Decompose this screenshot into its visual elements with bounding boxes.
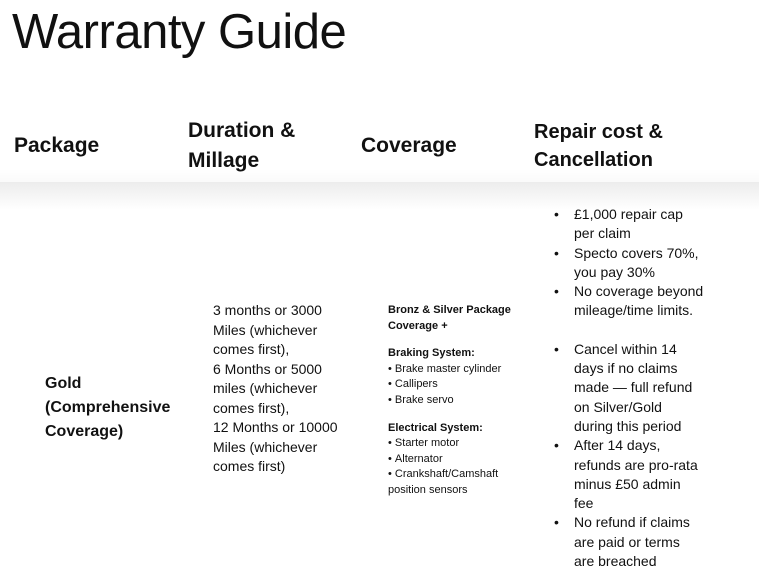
duration-cell — [213, 301, 363, 477]
coverage-cell — [388, 303, 538, 499]
electrical-title: Electrical System: — [388, 421, 483, 434]
list-item: • Starter motor — [388, 436, 538, 452]
list-item-line: are breached — [574, 553, 657, 570]
column-header-duration-line: Millage — [188, 149, 260, 172]
list-item-line: • £1,000 repair cap — [574, 206, 683, 222]
electrical-list — [388, 436, 538, 483]
duration-line: 3 months or 3000 — [213, 302, 322, 318]
braking-list — [388, 362, 538, 409]
package-line: (Comprehensive — [45, 399, 171, 416]
column-header-coverage: Coverage — [361, 134, 457, 157]
package-line: Gold — [45, 375, 82, 392]
list-item-line: • Specto covers 70%, — [574, 244, 699, 261]
package-cell — [45, 372, 195, 444]
column-header-duration — [188, 116, 348, 176]
column-header-duration-line: Duration & — [188, 119, 296, 142]
list-item-line: refunds are pro-rata — [574, 456, 698, 473]
list-item — [554, 513, 759, 571]
duration-line: comes first), — [213, 341, 290, 357]
list-item-line: made — full refund — [574, 379, 693, 396]
list-item: • Callipers — [388, 377, 538, 393]
column-header-repair-line: Repair cost & — [534, 121, 663, 143]
duration-line: miles (whichever — [213, 380, 318, 396]
list-item — [554, 205, 759, 244]
list-item-line: mileage/time limits. — [574, 302, 694, 319]
list-item-line: you pay 30% — [574, 263, 655, 280]
list-item: • Alternator — [388, 452, 538, 468]
list-item — [554, 244, 759, 283]
list-item-line: • Cancel within 14 — [574, 340, 677, 357]
list-item-line: on Silver/Gold — [574, 398, 662, 415]
duration-line: Miles (whichever — [213, 438, 318, 455]
list-item — [554, 340, 759, 436]
coverage-intro: Coverage + — [388, 319, 448, 332]
coverage-intro: Bronz & Silver Package — [388, 304, 511, 316]
list-item-line: are paid or terms — [574, 533, 680, 550]
column-header-repair — [534, 118, 734, 174]
duration-line: Miles (whichever — [213, 321, 318, 338]
column-header-repair-line: Cancellation — [534, 149, 653, 171]
list-item: • Crankshaft/Camshaft — [388, 467, 538, 483]
duration-line: 12 Months or 10000 — [213, 419, 338, 435]
braking-title: Braking System: — [388, 347, 475, 360]
list-item-line: minus £50 admin — [574, 475, 681, 492]
repair-list-1 — [554, 205, 759, 321]
list-item: • Brake servo — [388, 393, 538, 409]
list-item-line: during this period — [574, 417, 682, 434]
duration-line: comes first) — [213, 458, 286, 474]
list-item-line: per claim — [574, 225, 631, 242]
column-header-package: Package — [14, 134, 100, 157]
list-item — [554, 436, 759, 513]
package-line: Coverage) — [45, 423, 124, 440]
electrical-tail: position sensors — [388, 483, 468, 496]
duration-line: 6 Months or 5000 — [213, 360, 322, 377]
repair-list-2 — [554, 340, 759, 571]
list-item: • Brake master cylinder — [388, 362, 538, 378]
list-item-line: days if no claims — [574, 360, 678, 377]
list-item-line: • No refund if claims — [574, 514, 690, 531]
repair-cell — [554, 205, 759, 571]
list-item-line: fee — [574, 495, 594, 512]
list-item-line: • After 14 days, — [574, 437, 661, 454]
list-item-line: • No coverage beyond — [574, 283, 704, 300]
page-title: Warranty Guide — [12, 5, 347, 59]
duration-line: comes first), — [213, 399, 290, 416]
list-item — [554, 282, 759, 321]
